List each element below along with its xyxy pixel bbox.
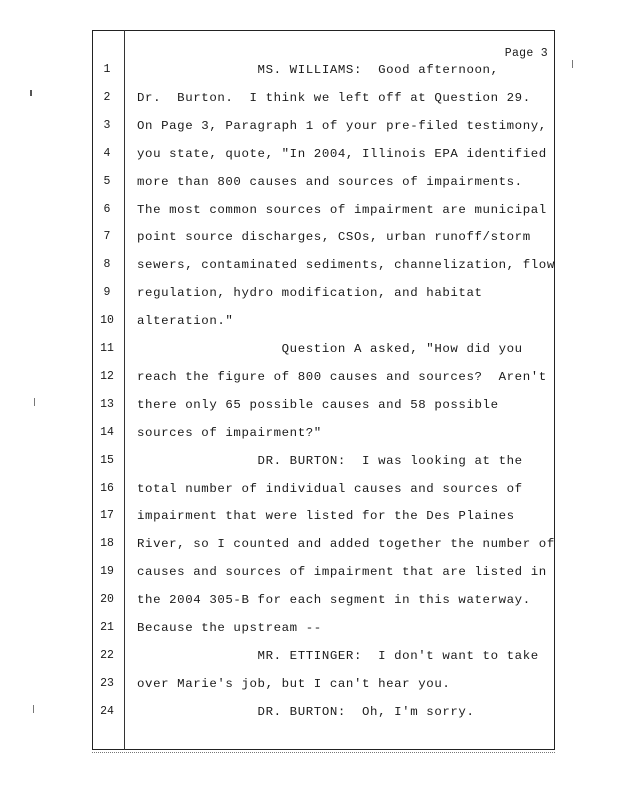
transcript-line bbox=[0, 621, 618, 643]
line-text: alteration." bbox=[137, 314, 234, 329]
transcript-line bbox=[0, 705, 618, 727]
line-number: 11 bbox=[100, 342, 114, 355]
line-number: 12 bbox=[100, 369, 114, 383]
scan-speck bbox=[34, 398, 35, 406]
line-number: 17 bbox=[100, 509, 114, 523]
transcript-line bbox=[0, 91, 618, 113]
scan-speck bbox=[30, 90, 32, 96]
transcript-line bbox=[0, 565, 618, 587]
line-number: 24 bbox=[100, 704, 114, 718]
line-text: Dr. Burton. I think we left off at Question 29. bbox=[137, 90, 531, 105]
line-text: more than 800 causes and sources of impairments. bbox=[137, 174, 523, 189]
line-text: DR. BURTON: I was looking at the bbox=[137, 453, 523, 468]
line-number: 22 bbox=[100, 648, 114, 662]
line-text: On Page 3, Paragraph 1 of your pre-filed testimony, bbox=[137, 118, 547, 133]
line-text: sources of impairment?" bbox=[137, 425, 322, 440]
line-text: there only 65 possible causes and 58 possible bbox=[137, 397, 499, 412]
line-text: you state, quote, "In 2004, Illinois EPA identified bbox=[137, 146, 547, 161]
transcript-line bbox=[0, 147, 618, 169]
line-number: 8 bbox=[103, 258, 111, 272]
line-text: MS. WILLIAMS: Good afternoon, bbox=[137, 63, 499, 77]
line-text: Because the upstream -- bbox=[137, 621, 322, 635]
line-text: MR. ETTINGER: I don't want to take bbox=[137, 648, 539, 663]
line-number: 23 bbox=[100, 676, 114, 690]
transcript-line bbox=[0, 119, 618, 141]
line-text: reach the figure of 800 causes and sources? Aren't bbox=[137, 369, 547, 384]
line-number: 18 bbox=[100, 537, 114, 551]
line-text: point source discharges, CSOs, urban runoff/storm bbox=[137, 230, 531, 245]
transcript-line bbox=[0, 649, 618, 671]
transcript-line bbox=[0, 482, 618, 504]
line-number: 6 bbox=[103, 202, 111, 216]
transcript-line bbox=[0, 370, 618, 392]
line-number: 1 bbox=[103, 63, 111, 76]
transcript-line bbox=[0, 286, 618, 308]
transcript-line bbox=[0, 454, 618, 476]
transcript-line bbox=[0, 426, 618, 448]
transcript-line bbox=[0, 509, 618, 531]
line-text: Question A asked, "How did you bbox=[137, 342, 523, 356]
line-number: 3 bbox=[103, 118, 111, 132]
line-text: sewers, contaminated sediments, channelization, flow bbox=[137, 258, 555, 273]
line-number: 15 bbox=[100, 453, 114, 467]
scan-speck bbox=[572, 60, 573, 68]
line-text: causes and sources of impairment that are listed in bbox=[137, 565, 547, 580]
transcript-line bbox=[0, 593, 618, 615]
line-text: the 2004 305-B for each segment in this waterway. bbox=[137, 593, 531, 608]
line-number: 7 bbox=[103, 230, 111, 244]
transcript-line bbox=[0, 314, 618, 336]
line-text: regulation, hydro modification, and habitat bbox=[137, 286, 483, 301]
transcript-line bbox=[0, 258, 618, 280]
line-text: The most common sources of impairment are municipal bbox=[137, 202, 547, 217]
line-text: DR. BURTON: Oh, I'm sorry. bbox=[137, 704, 475, 719]
page-bottom-rule bbox=[92, 752, 555, 753]
transcript-line bbox=[0, 175, 618, 197]
line-number: 5 bbox=[103, 174, 111, 188]
line-text: impairment that were listed for the Des Plaines bbox=[137, 509, 515, 524]
line-number: 10 bbox=[100, 314, 114, 328]
line-number: 20 bbox=[100, 593, 114, 607]
transcript-line bbox=[0, 63, 618, 85]
line-text: over Marie's job, but I can't hear you. bbox=[137, 676, 451, 691]
line-text: total number of individual causes and sources of bbox=[137, 481, 523, 496]
line-number: 4 bbox=[103, 146, 111, 160]
line-number: 19 bbox=[100, 565, 114, 579]
transcript-line bbox=[0, 677, 618, 699]
line-number: 16 bbox=[100, 481, 114, 495]
transcript-line bbox=[0, 537, 618, 559]
line-number: 21 bbox=[100, 621, 114, 634]
line-number: 14 bbox=[100, 425, 114, 439]
line-number: 2 bbox=[103, 90, 111, 104]
transcript-line bbox=[0, 203, 618, 225]
line-number: 13 bbox=[100, 397, 114, 411]
line-number: 9 bbox=[103, 286, 111, 300]
transcript-line bbox=[0, 398, 618, 420]
scan-speck bbox=[33, 705, 34, 713]
page-number: Page 3 bbox=[504, 47, 548, 60]
line-text: River, so I counted and added together the number of bbox=[137, 537, 555, 552]
transcript-line bbox=[0, 342, 618, 364]
transcript-line bbox=[0, 230, 618, 252]
